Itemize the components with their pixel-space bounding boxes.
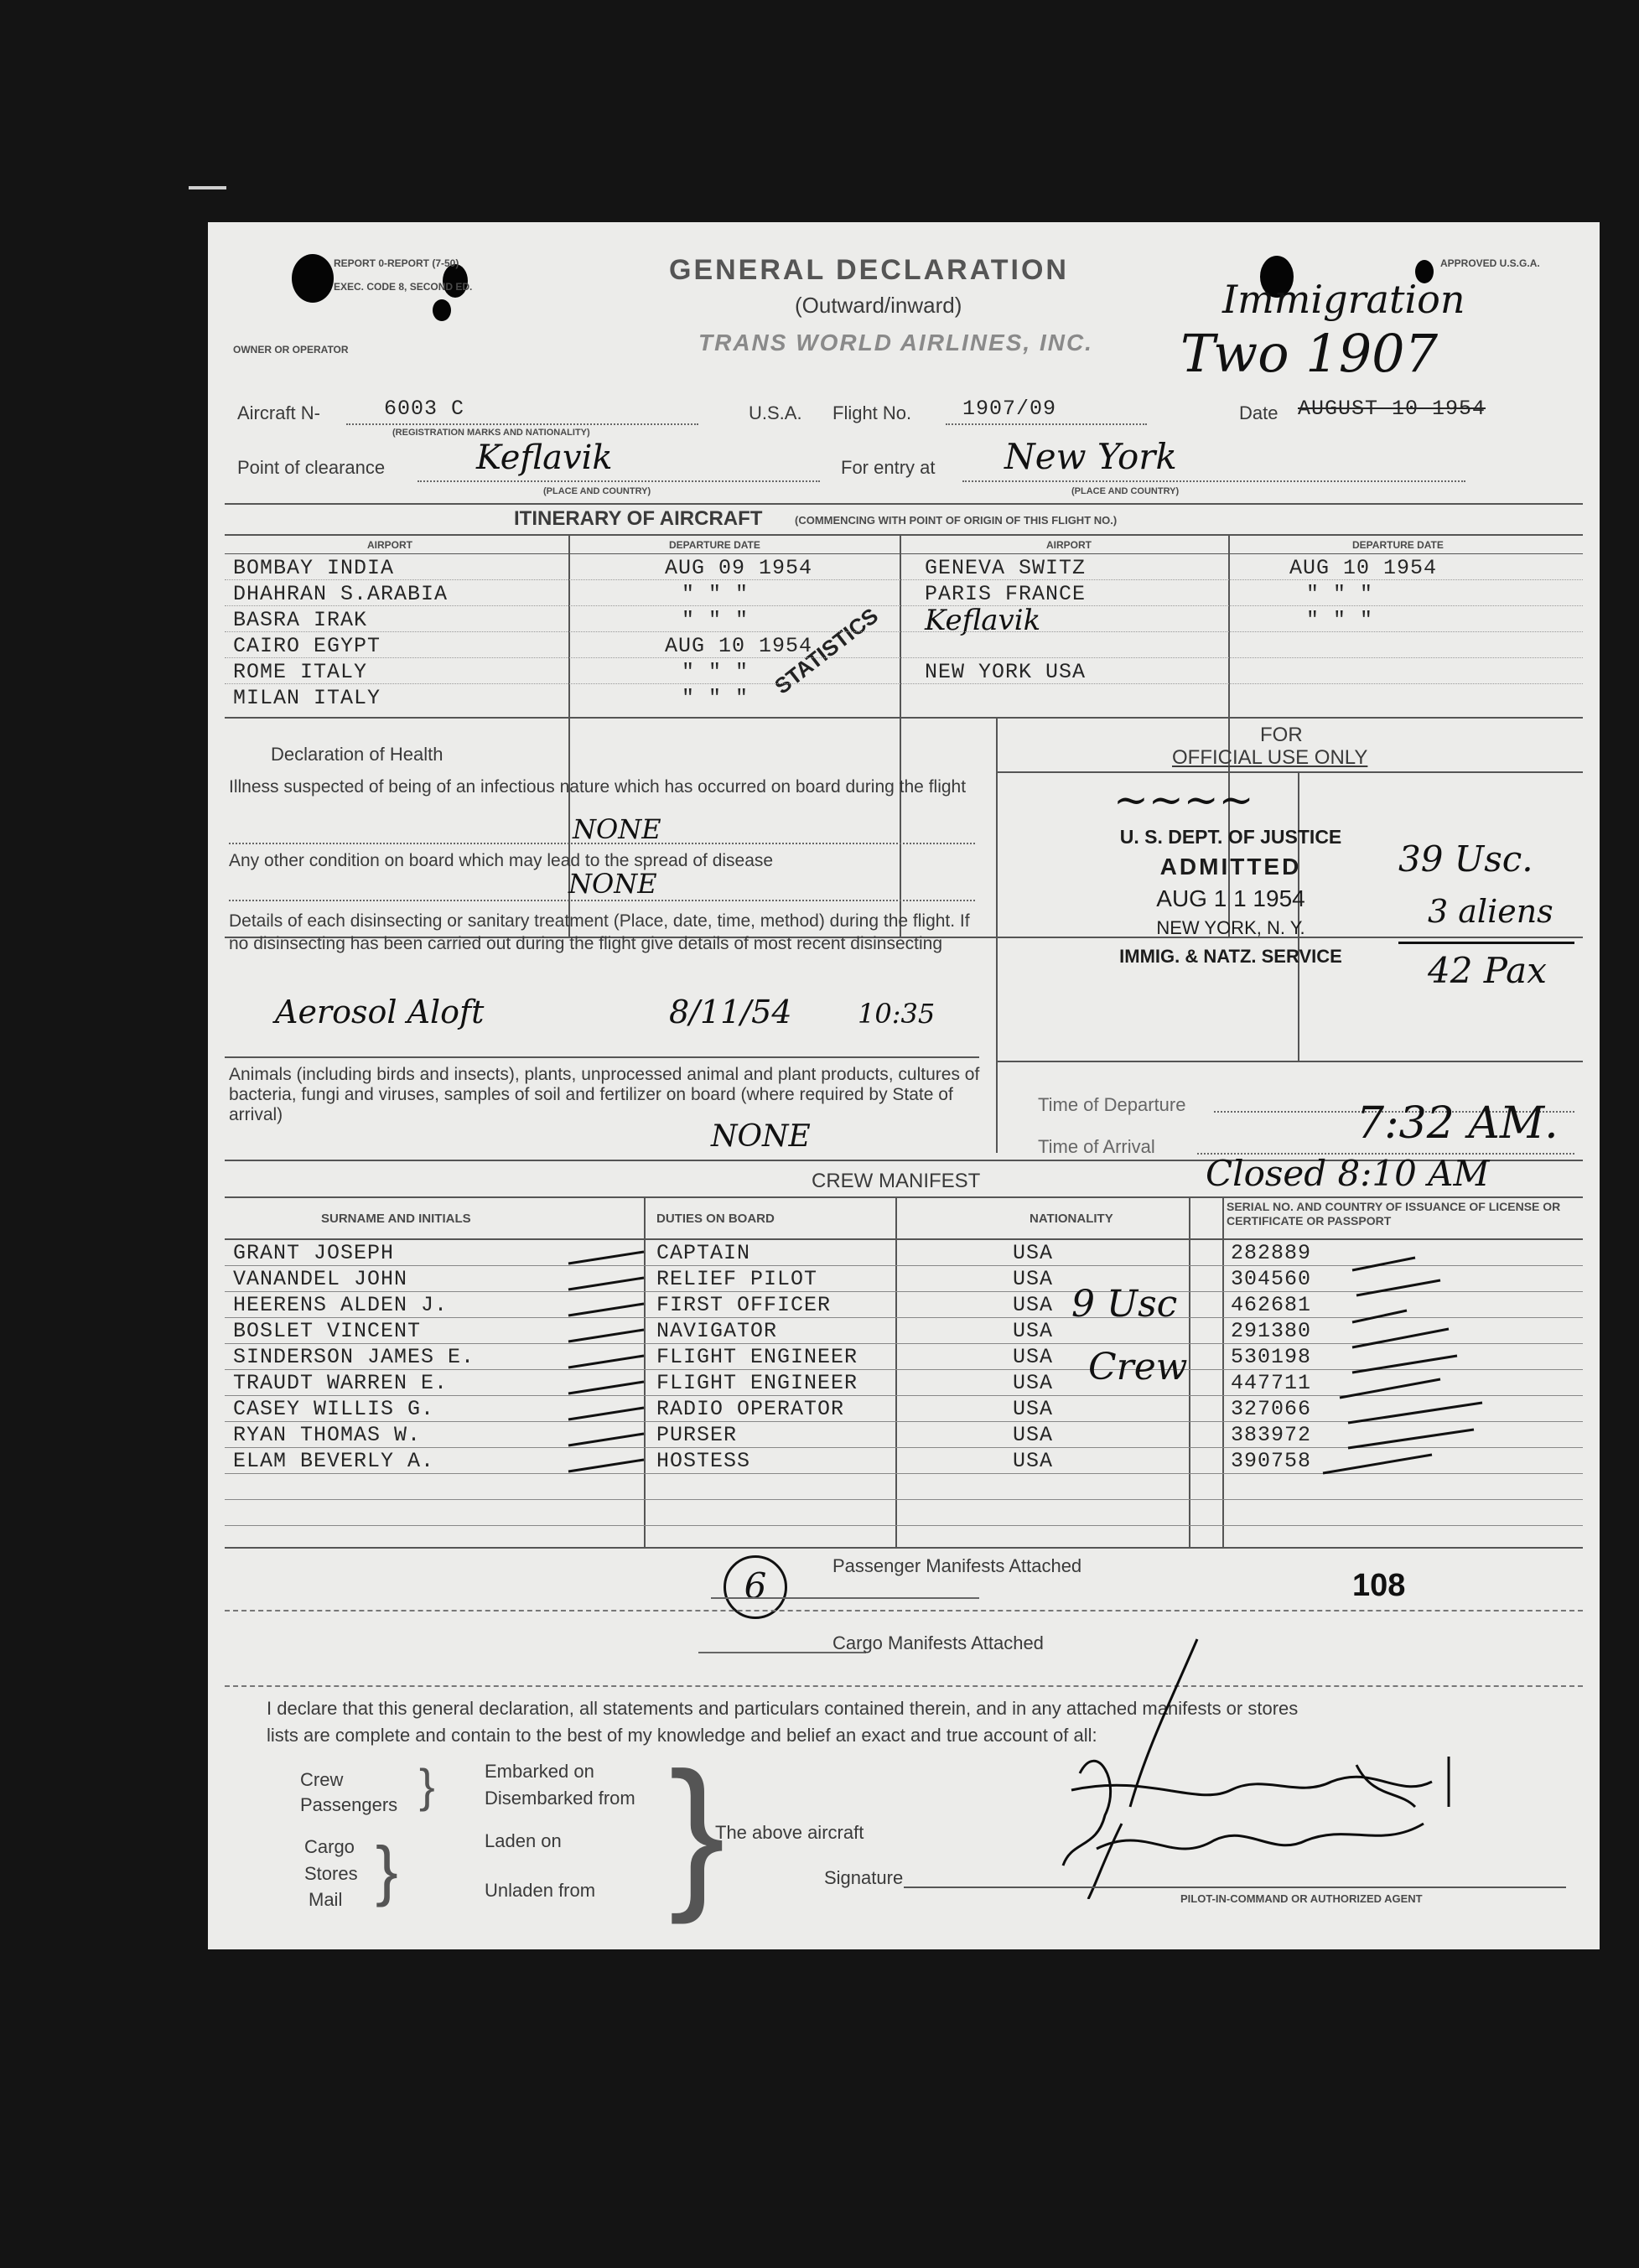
crew-name: SINDERSON JAMES E. <box>233 1345 475 1369</box>
crew-nationality: USA <box>1013 1293 1054 1317</box>
brace: } <box>669 1738 725 1925</box>
laden-label: Laden on <box>485 1830 562 1851</box>
health-answer: Aerosol Aloft <box>275 994 485 1030</box>
itinerary-airport: CAIRO EGYPT <box>233 634 381 658</box>
redaction-mark <box>292 254 334 303</box>
crew-name: VANANDEL JOHN <box>233 1267 408 1291</box>
cargo-label: Cargo <box>304 1836 355 1857</box>
captain-signature <box>979 1631 1566 1899</box>
itinerary-airport: ROME ITALY <box>233 660 368 684</box>
crew-serial: 327066 <box>1231 1397 1312 1421</box>
crew-nationality: USA <box>1013 1345 1054 1369</box>
declaration-text: I declare that this general declaration, all statements and particulars contained therein, and in any attached manifests or stores <box>267 1698 1299 1719</box>
itinerary-airport: DHAHRAN S.ARABIA <box>233 582 449 606</box>
crew-name: GRANT JOSEPH <box>233 1241 395 1265</box>
date-value: AUGUST 10 1954 <box>1298 397 1486 421</box>
embarked-label: Embarked on <box>485 1761 594 1782</box>
health-answer: NONE <box>711 1119 811 1154</box>
form-code: EXEC. CODE 8, SECOND ED. <box>334 281 473 293</box>
statistics-stamp: STATISTICS <box>770 602 883 699</box>
crew-duty: NAVIGATOR <box>656 1319 778 1343</box>
itinerary-title: ITINERARY OF AIRCRAFT <box>514 507 763 530</box>
official-signature: ~~~~ <box>1113 776 1254 824</box>
nationality-label: U.S.A. <box>749 402 802 423</box>
crew-duty: RADIO OPERATOR <box>656 1397 845 1421</box>
col-airport: AIRPORT <box>1046 539 1092 551</box>
itinerary-airport: PARIS FRANCE <box>925 582 1087 606</box>
signature-label: Signature <box>824 1867 904 1888</box>
stamp-date: AUG 1 1 1954 <box>1156 885 1305 911</box>
arrival-value: 7:32 AM. <box>1356 1098 1559 1149</box>
crew-duty: FLIGHT ENGINEER <box>656 1371 858 1395</box>
official-title: OFFICIAL USE ONLY <box>1172 746 1368 769</box>
crew-duty: FLIGHT ENGINEER <box>656 1345 858 1369</box>
itinerary-date: AUG 09 1954 <box>665 556 813 580</box>
stamp-agency: U. S. DEPT. OF JUSTICE <box>1119 826 1342 848</box>
crew-duty: HOSTESS <box>656 1449 751 1473</box>
col-departure: DEPARTURE DATE <box>1352 539 1444 551</box>
stamp-status: ADMITTED <box>1159 854 1302 880</box>
crew-nationality: USA <box>1013 1267 1054 1291</box>
col-departure: DEPARTURE DATE <box>669 539 760 551</box>
itinerary-date: " " " <box>682 660 749 684</box>
disembarked-label: Disembarked from <box>485 1788 635 1809</box>
unladen-label: Unladen from <box>485 1880 596 1901</box>
flight-number-label: Flight No. <box>832 402 912 423</box>
arrival-label: Time of Arrival <box>1038 1136 1155 1157</box>
itinerary-airport: BOMBAY INDIA <box>233 556 395 580</box>
itinerary-airport: NEW YORK USA <box>925 660 1087 684</box>
form-code: REPORT 0-REPORT (7-50) <box>334 257 459 269</box>
date-label: Date <box>1239 402 1279 423</box>
clearance-label: Point of clearance <box>237 457 386 478</box>
place-caption: (PLACE AND COUNTRY) <box>543 486 651 496</box>
crew-serial: 383972 <box>1231 1423 1312 1447</box>
handwritten-note: Two 1907 <box>1180 323 1439 384</box>
crew-title: CREW MANIFEST <box>812 1170 981 1192</box>
scan-artifact <box>189 186 226 189</box>
crew-serial: 291380 <box>1231 1319 1312 1343</box>
crew-serial: 282889 <box>1231 1241 1312 1265</box>
handwritten-note: Immigration <box>1222 277 1465 322</box>
health-title: Declaration of Health <box>271 744 443 765</box>
itinerary-date: " " " <box>682 686 749 710</box>
form-subtitle: (Outward/inward) <box>795 293 962 318</box>
crew-duty: RELIEF PILOT <box>656 1267 818 1291</box>
health-answer: NONE <box>573 813 661 845</box>
crew-nationality: USA <box>1013 1371 1054 1395</box>
crew-name: HEERENS ALDEN J. <box>233 1293 449 1317</box>
brace: } <box>419 1759 435 1812</box>
itinerary-date: " " " <box>1306 608 1374 632</box>
redaction-mark <box>433 299 451 321</box>
itinerary-date: AUG 10 1954 <box>665 634 813 658</box>
itinerary-airport: MILAN ITALY <box>233 686 381 710</box>
health-question: Illness suspected of being of an infectious nature which has occurred on board during the flight <box>229 777 967 797</box>
crew-nationality: USA <box>1013 1423 1054 1447</box>
registration-caption: (REGISTRATION MARKS AND NATIONALITY) <box>392 428 590 438</box>
itinerary-date: " " " <box>682 608 749 632</box>
passenger-manifest-label: Passenger Manifests Attached <box>832 1555 1082 1576</box>
crew-duty: CAPTAIN <box>656 1241 751 1265</box>
signature-caption: PILOT-IN-COMMAND OR AUTHORIZED AGENT <box>1180 1892 1423 1905</box>
crew-serial: 447711 <box>1231 1371 1312 1395</box>
col-airport: AIRPORT <box>367 539 412 551</box>
aircraft-value: 6003 C <box>384 397 465 421</box>
health-answer: NONE <box>568 868 657 900</box>
crew-serial: 390758 <box>1231 1449 1312 1473</box>
passenger-manifest-count-value: 6 <box>744 1565 767 1606</box>
clearance-value: Keflavik <box>476 439 613 477</box>
crew-serial: 304560 <box>1231 1267 1312 1291</box>
passengers-label: Passengers <box>300 1794 398 1815</box>
declaration-text: lists are complete and contain to the best of my knowledge and belief an exact and true account of all: <box>267 1725 1097 1746</box>
itinerary-note: (COMMENCING WITH POINT OF ORIGIN OF THIS FLIGHT NO.) <box>795 514 1118 527</box>
aircraft-label: Aircraft N- <box>237 402 320 423</box>
crew-nationality: USA <box>1013 1449 1054 1473</box>
approval-note: APPROVED U.S.G.A. <box>1440 257 1540 269</box>
crew-label: Crew <box>300 1769 344 1790</box>
health-answer: 10:35 <box>858 998 936 1030</box>
passenger-tally: 42 Pax <box>1428 950 1547 991</box>
flight-number-value: 1907/09 <box>962 397 1057 421</box>
crew-serial: 462681 <box>1231 1293 1312 1317</box>
entry-label: For entry at <box>841 457 936 478</box>
itinerary-date: AUG 10 1954 <box>1289 556 1438 580</box>
brace: } <box>376 1833 398 1907</box>
crew-name: TRAUDT WARREN E. <box>233 1371 449 1395</box>
declaration-form <box>208 222 1600 1949</box>
entry-value: New York <box>1004 436 1177 477</box>
owner-label: OWNER OR OPERATOR <box>233 344 349 356</box>
crew-name: ELAM BEVERLY A. <box>233 1449 435 1473</box>
crew-name: CASEY WILLIS G. <box>233 1397 435 1421</box>
health-question: Animals (including birds and insects), plants, unprocessed animal and plant products, cultures of bacteria, fungi and viruses, samples of soil and fertilizer on board (where required by State of arrival) <box>229 1065 980 1124</box>
itinerary-airport: GENEVA SWITZ <box>925 556 1087 580</box>
health-answer: 8/11/54 <box>669 994 792 1030</box>
crew-name: BOSLET VINCENT <box>233 1319 422 1343</box>
col-nationality: NATIONALITY <box>1030 1212 1113 1226</box>
crew-nationality: USA <box>1013 1397 1054 1421</box>
above-aircraft-label: The above aircraft <box>715 1822 864 1843</box>
stores-label: Stores <box>304 1863 358 1884</box>
crew-nationality: USA <box>1013 1241 1054 1265</box>
crew-duty: FIRST OFFICER <box>656 1293 832 1317</box>
crew-nationality: USA <box>1013 1319 1054 1343</box>
departure-label: Time of Departure <box>1038 1094 1186 1115</box>
health-question: Any other condition on board which may lead to the spread of disease <box>229 851 774 870</box>
admitted-stamp <box>1105 826 1356 968</box>
col-serial: SERIAL NO. AND COUNTRY OF ISSUANCE OF LICENSE OR CERTIFICATE OR PASSPORT <box>1227 1200 1561 1227</box>
stamped-number: 108 <box>1352 1568 1406 1603</box>
itinerary-date: " " " <box>682 582 749 606</box>
crew-tally: 9 Usc <box>1071 1283 1178 1326</box>
crew-tally: Crew <box>1088 1346 1188 1388</box>
itinerary-airport: Keflavik <box>925 604 1041 637</box>
form-title: GENERAL DECLARATION <box>669 254 1069 286</box>
passenger-tally: 3 aliens <box>1428 893 1553 930</box>
health-question: Details of each disinsecting or sanitary treatment (Place, date, time, method) during the flight. If no disinsecting has been carried out during the flight give details of most recent disinsecting <box>229 911 970 953</box>
cargo-manifest-label: Cargo Manifests Attached <box>832 1632 1044 1653</box>
airline-name: TRANS WORLD AIRLINES, INC. <box>698 330 1093 356</box>
col-surname: SURNAME AND INITIALS <box>321 1212 471 1226</box>
itinerary-date: " " " <box>1306 582 1374 606</box>
crew-name: RYAN THOMAS W. <box>233 1423 422 1447</box>
stamp-service: IMMIG. & NATZ. SERVICE <box>1119 946 1342 967</box>
passenger-tally: 39 Usc. <box>1398 838 1533 880</box>
official-title: FOR <box>1260 724 1303 746</box>
entry-caption: (PLACE AND COUNTRY) <box>1071 486 1180 496</box>
col-duties: DUTIES ON BOARD <box>656 1212 775 1226</box>
crew-duty: PURSER <box>656 1423 738 1447</box>
closed-note: Closed 8:10 AM <box>1206 1153 1490 1194</box>
itinerary-airport: BASRA IRAK <box>233 608 368 632</box>
stamp-place: NEW YORK, N. Y. <box>1156 917 1305 938</box>
crew-serial: 530198 <box>1231 1345 1312 1369</box>
mail-label: Mail <box>309 1889 343 1910</box>
